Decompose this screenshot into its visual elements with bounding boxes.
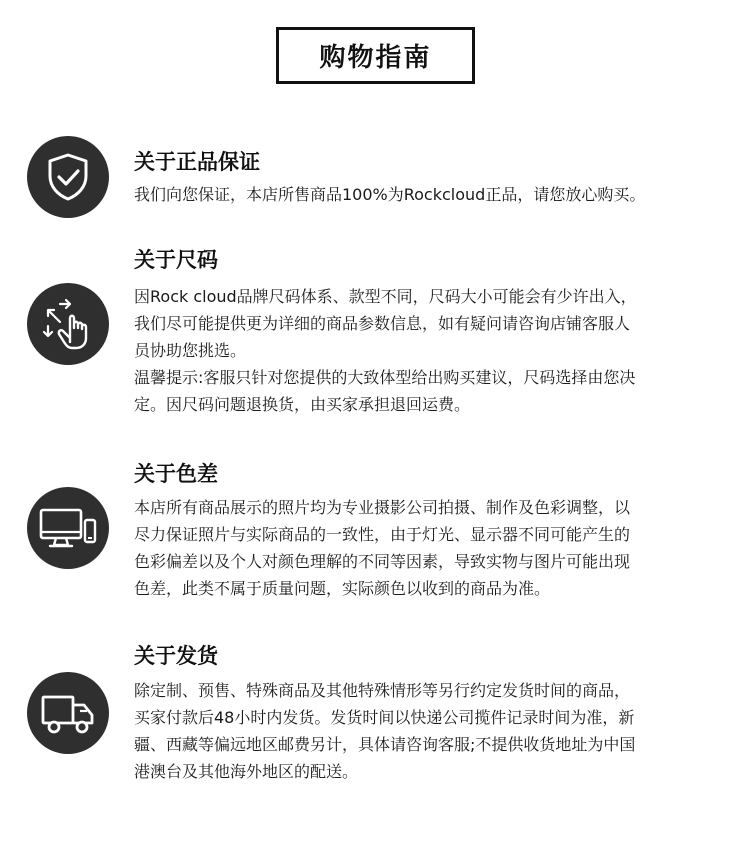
monitor-phone-icon bbox=[27, 487, 109, 569]
body-line: 我们向您保证，本店所售商品100%为Rockcloud正品，请您放心购买。 bbox=[134, 185, 646, 204]
section-body bbox=[134, 181, 734, 208]
shield-check-icon bbox=[27, 136, 109, 218]
body-line: 因Rock cloud品牌尺码体系、款型不同，尺码大小可能会有少许出入， bbox=[134, 287, 637, 306]
section-heading: 关于尺码 bbox=[134, 248, 218, 272]
body-line: 定。因尺码问题退换货，由买家承担退回运费。 bbox=[134, 395, 471, 414]
body-line: 色彩偏差以及个人对颜色理解的不同等因素，导致实物与图片可能出现 bbox=[134, 552, 631, 571]
section-heading: 关于正品保证 bbox=[134, 150, 260, 174]
body-line: 员协助您挑选。 bbox=[134, 341, 247, 360]
body-line: 温馨提示:客服只针对您提供的大致体型给出购买建议，尺码选择由您决 bbox=[134, 368, 636, 387]
body-line: 我们尽可能提供更为详细的商品参数信息，如有疑问请咨询店铺客服人 bbox=[134, 314, 631, 333]
body-line: 本店所有商品展示的照片均为专业摄影公司拍摄、制作及色彩调整，以 bbox=[134, 498, 631, 517]
section-body bbox=[134, 283, 734, 418]
body-line: 港澳台及其他海外地区的配送。 bbox=[134, 762, 359, 781]
body-line: 疆、西藏等偏远地区邮费另计，具体请咨询客服;不提供收货地址为中国 bbox=[134, 735, 636, 754]
delivery-truck-icon bbox=[27, 672, 109, 754]
body-line: 尽力保证照片与实际商品的一致性，由于灯光、显示器不同可能产生的 bbox=[134, 525, 631, 544]
body-line: 除定制、预售、特殊商品及其他特殊情形等另行约定发货时间的商品， bbox=[134, 681, 631, 700]
page-title: 购物指南 bbox=[276, 27, 475, 84]
body-line: 买家付款后48小时内发货。发货时间以快递公司揽件记录时间为准，新 bbox=[134, 708, 635, 727]
section-body bbox=[134, 677, 734, 785]
section-body bbox=[134, 494, 734, 602]
section-heading: 关于色差 bbox=[134, 462, 218, 486]
body-line: 色差，此类不属于质量问题，实际颜色以收到的商品为准。 bbox=[134, 579, 551, 598]
hand-resize-icon bbox=[27, 283, 109, 365]
section-heading: 关于发货 bbox=[134, 644, 218, 668]
